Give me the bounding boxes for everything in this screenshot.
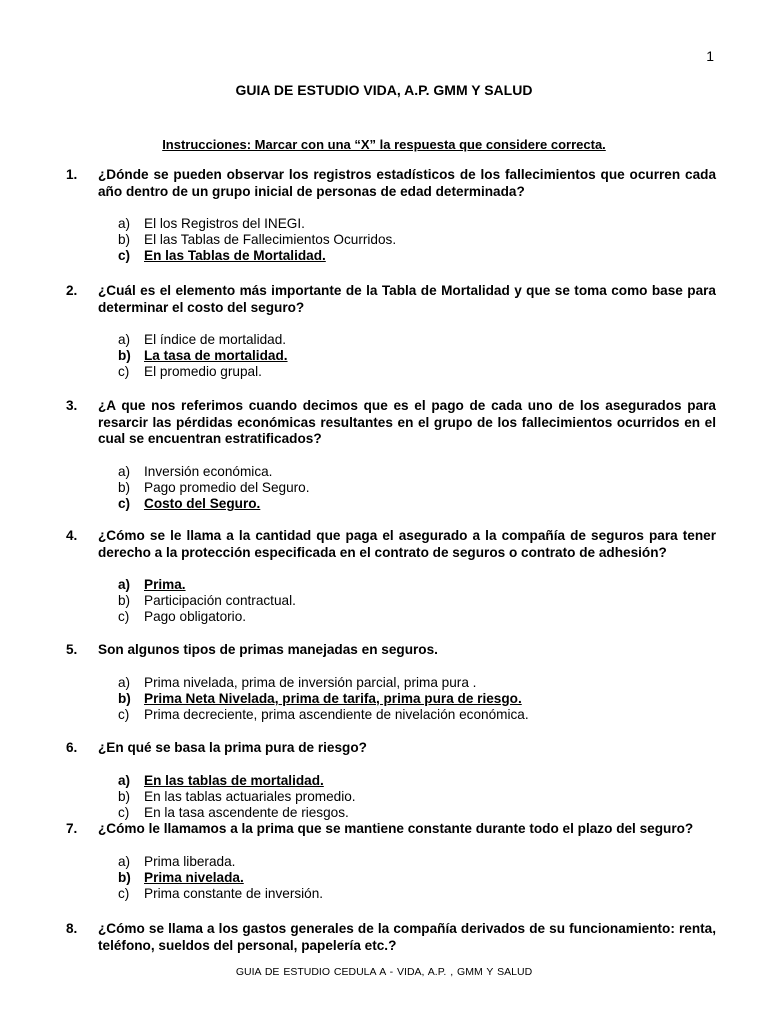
question-number: 8.	[66, 921, 78, 936]
option-text: El índice de mortalidad.	[144, 332, 287, 347]
option-a[interactable]	[118, 332, 716, 348]
page-number: 1	[706, 48, 714, 64]
option-text: El los Registros del INEGI.	[144, 216, 305, 231]
question-1	[66, 167, 716, 265]
option-letter: a)	[118, 674, 131, 690]
question-text: ¿En qué se basa la prima pura de riesgo?	[98, 740, 367, 755]
option-text: Prima nivelada, prima de inversión parcial, prima pura .	[144, 674, 477, 690]
question-number: 5.	[66, 642, 78, 657]
option-letter: b)	[118, 232, 131, 248]
option-a[interactable]	[118, 464, 716, 480]
question-text: Son algunos tipos de primas manejadas en seguros.	[98, 642, 438, 657]
option-letter: b)	[118, 479, 131, 495]
question-number: 3.	[66, 398, 78, 413]
option-text: El promedio grupal.	[144, 364, 262, 380]
question-text: ¿Cómo se llama a los gastos generales de la compañía derivados de su funcionamiento: renta, teléfono, sueldos del personal, papelería etc.?	[98, 921, 716, 953]
option-b[interactable]	[118, 691, 716, 707]
option-letter: a)	[118, 853, 131, 869]
instructions: Instrucciones: Marcar con una “X” la respuesta que considere correcta.	[162, 137, 606, 152]
question-number: 2.	[66, 283, 78, 298]
option-letter: c)	[118, 885, 130, 901]
option-text: Pago obligatorio.	[144, 609, 247, 625]
option-letter: c)	[118, 364, 130, 380]
option-b[interactable]	[118, 870, 716, 886]
question-text: ¿Cuál es el elemento más importante de la Tabla de Mortalidad y que se toma como base para determinar el costo del seguro?	[98, 283, 716, 315]
option-text: Pago promedio del Seguro.	[144, 479, 310, 495]
option-letter: c)	[118, 495, 131, 511]
option-b[interactable]	[118, 789, 716, 805]
question-number: 7.	[66, 821, 78, 836]
question-6	[66, 740, 716, 821]
question-text: ¿Cómo se le llama a la cantidad que paga el asegurado a la compañía de seguros para tener derecho a la protección especificada en el contrato de seguros o contrato de adhesión?	[98, 528, 716, 560]
question-5	[66, 642, 716, 723]
question-8	[66, 921, 716, 954]
option-text: Participación contractual.	[144, 593, 296, 609]
option-text: En la tasa ascendente de riesgos.	[144, 804, 349, 820]
option-text: En las tablas actuariales promedio.	[144, 788, 356, 804]
option-letter: a)	[118, 332, 131, 347]
option-b[interactable]	[118, 232, 716, 248]
option-letter: b)	[118, 788, 131, 804]
option-letter: b)	[118, 593, 131, 609]
question-2	[66, 283, 716, 381]
option-c[interactable]	[118, 886, 716, 902]
question-number: 1.	[66, 167, 78, 182]
option-letter: a)	[118, 772, 131, 788]
option-text: En las Tablas de Mortalidad.	[144, 248, 326, 264]
question-7	[66, 821, 716, 902]
page-footer: GUIA DE ESTUDIO CEDULA A - VIDA, A.P. , GMM Y SALUD	[235, 966, 533, 978]
option-text: Costo del Seguro.	[144, 495, 261, 511]
option-c[interactable]	[118, 496, 716, 512]
option-text: En las tablas de mortalidad.	[144, 772, 324, 788]
option-text: Prima constante de inversión.	[144, 885, 324, 901]
option-c[interactable]	[118, 805, 716, 821]
option-letter: c)	[118, 609, 130, 625]
option-a[interactable]	[118, 675, 716, 691]
option-text: La tasa de mortalidad.	[144, 348, 288, 364]
option-text: Prima.	[144, 577, 186, 592]
option-letter: c)	[118, 248, 131, 264]
option-text: El las Tablas de Fallecimientos Ocurridos.	[144, 232, 397, 248]
option-letter: c)	[118, 804, 130, 820]
option-text: Prima decreciente, prima ascendiente de nivelación económica.	[144, 706, 529, 722]
question-4	[66, 528, 716, 626]
option-c[interactable]	[118, 707, 716, 723]
option-letter: c)	[118, 706, 130, 722]
option-b[interactable]	[118, 593, 716, 609]
option-letter: a)	[118, 216, 131, 231]
option-c[interactable]	[118, 364, 716, 380]
question-number: 6.	[66, 740, 78, 755]
question-text: ¿A que nos referimos cuando decimos que es el pago de cada uno de los asegurados para resarcir las pérdidas económicas resultantes en el grupo de los fallecimientos ocurridos en el cual se encuentran estratificados?	[98, 398, 716, 446]
question-number: 4.	[66, 528, 78, 543]
option-letter: b)	[118, 869, 131, 885]
question-text: ¿Dónde se pueden observar los registros estadísticos de los fallecimientos que ocurren cada año dentro de un grupo inicial de personas de edad determinada?	[98, 167, 716, 199]
option-text: Prima liberada.	[144, 853, 236, 869]
option-b[interactable]	[118, 480, 716, 496]
option-a[interactable]	[118, 854, 716, 870]
option-letter: a)	[118, 463, 131, 479]
option-letter: b)	[118, 690, 131, 706]
document-title: GUIA DE ESTUDIO VIDA, A.P. GMM Y SALUD	[235, 82, 533, 98]
option-text: Prima nivelada.	[144, 869, 244, 885]
option-text: Inversión económica.	[144, 463, 273, 479]
option-text: Prima Neta Nivelada, prima de tarifa, prima pura de riesgo.	[144, 690, 522, 706]
option-c[interactable]	[118, 248, 716, 264]
option-b[interactable]	[118, 348, 716, 364]
option-letter: b)	[118, 348, 131, 364]
option-letter: a)	[118, 577, 131, 592]
question-3	[66, 398, 716, 512]
question-text: ¿Cómo le llamamos a la prima que se mantiene constante durante todo el plazo del seguro?	[98, 821, 694, 836]
option-a[interactable]	[118, 773, 716, 789]
option-a[interactable]	[118, 216, 716, 232]
option-c[interactable]	[118, 609, 716, 625]
option-a[interactable]	[118, 577, 716, 593]
